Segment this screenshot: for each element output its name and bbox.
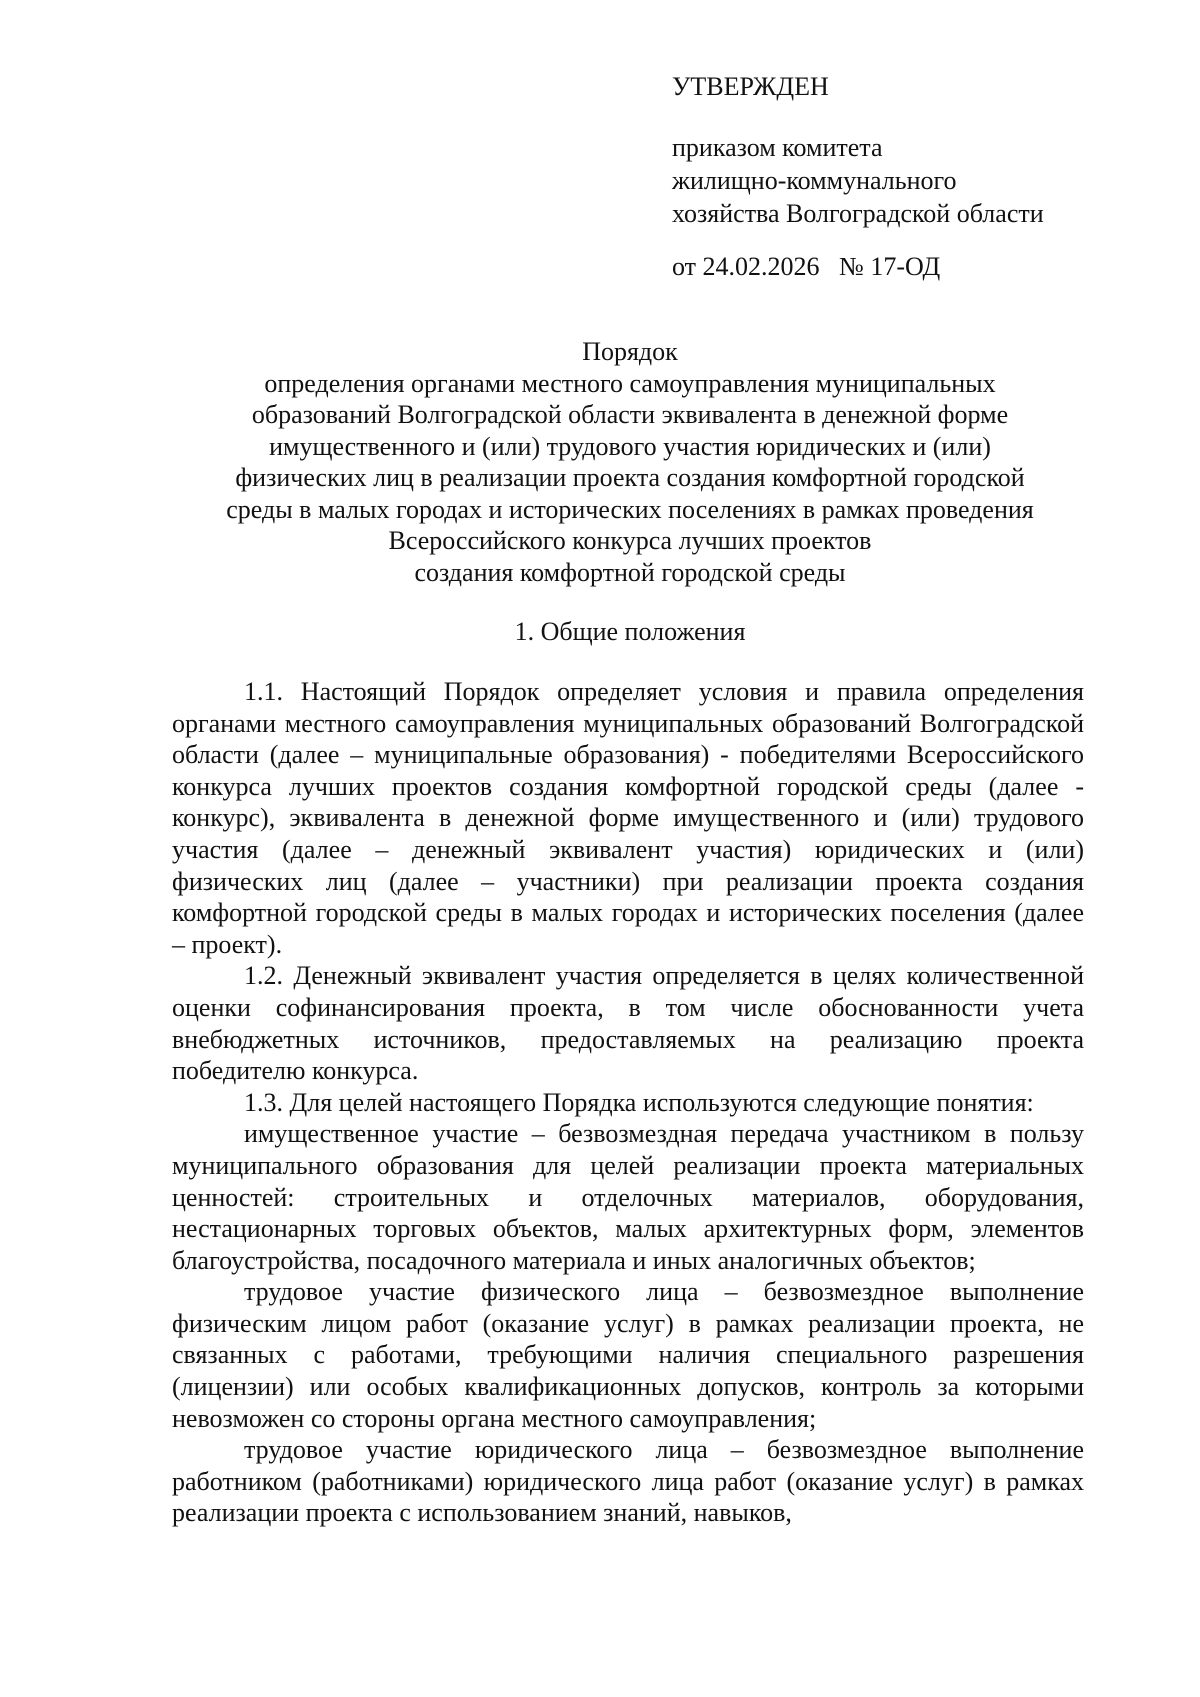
document-body [172, 676, 1084, 1529]
issuer-line: приказом комитета [672, 133, 883, 162]
paragraph-1-2: 1.2. Денежный эквивалент участия определяется в целях количественной оценки софинансирования проекта, в том числе обоснованности учета внебюджетных источников, предоставляемых на реализацию проекта победителю конкурса. [172, 961, 1084, 1086]
title-line: имущественного и (или) трудового участия юридических и (или) [269, 431, 991, 461]
definition-property-participation: имущественное участие – безвозмездная передача участником в пользу муниципального образования для целей реализации проекта материальных ценностей: строительных и отделочных материалов, оборудования, нестационарных торговых объектов, малых архитектурных форм, элементов благоустройства, посадочного материала и иных аналогичных объектов; [172, 1119, 1084, 1275]
approved-heading: УТВЕРЖДЕН [672, 72, 829, 101]
paragraph-1-3: 1.3. Для целей настоящего Порядка используются следующие понятия: [244, 1087, 1034, 1117]
order-reference: от 24.02.2026 № 17-ОД [672, 252, 941, 281]
title-line: Порядок [582, 337, 678, 366]
title-line: создания комфортной городской среды [414, 557, 846, 587]
title-line: среды в малых городах и исторических поселениях в рамках проведения [226, 494, 1034, 524]
document-title [170, 336, 1090, 588]
title-line: определения органами местного самоуправления муниципальных [264, 368, 996, 398]
approval-stamp-block [672, 70, 1142, 283]
definition-legal-entity-labor-participation: трудовое участие юридического лица – безвозмездное выполнение работником (работниками) юридического лица работ (оказание услуг) в рамках реализации проекта с использованием знаний, навыков, [172, 1435, 1084, 1528]
title-line: физических лиц в реализации проекта создания комфортной городской [235, 463, 1025, 492]
definition-individual-labor-participation: трудовое участие физического лица – безвозмездное выполнение физическим лицом работ (оказание услуг) в рамках реализации проекта, не связанных с работами, требующими наличия специального разрешения (лицензии) или особых квалификационных допусков, контроль за которыми невозможен со стороны органа местного самоуправления; [172, 1277, 1084, 1433]
issuer-line: хозяйства Волгоградской области [672, 199, 1044, 228]
section-heading: 1. Общие положения [514, 617, 746, 646]
paragraph-1-1: 1.1. Настоящий Порядок определяет условия и правила определения органами местного самоуправления муниципальных образований Волгоградской области (далее – муниципальные образования) - победителями Всероссийского конкурса лучших проектов создания комфортной городской среды (далее - конкурс), эквивалента в денежной форме имущественного и (или) трудового участия (далее – денежный эквивалент участия) юридических и (или) физических лиц (далее – участники) при реализации проекта создания комфортной городской среды в малых городах и исторических поселения (далее – проект). [172, 677, 1084, 959]
issuer-line: жилищно-коммунального [672, 166, 957, 195]
title-line: Всероссийского конкурса лучших проектов [388, 526, 872, 555]
title-line: образований Волгоградской области эквивалента в денежной форме [251, 400, 1009, 429]
approval-issuer [672, 131, 1142, 230]
